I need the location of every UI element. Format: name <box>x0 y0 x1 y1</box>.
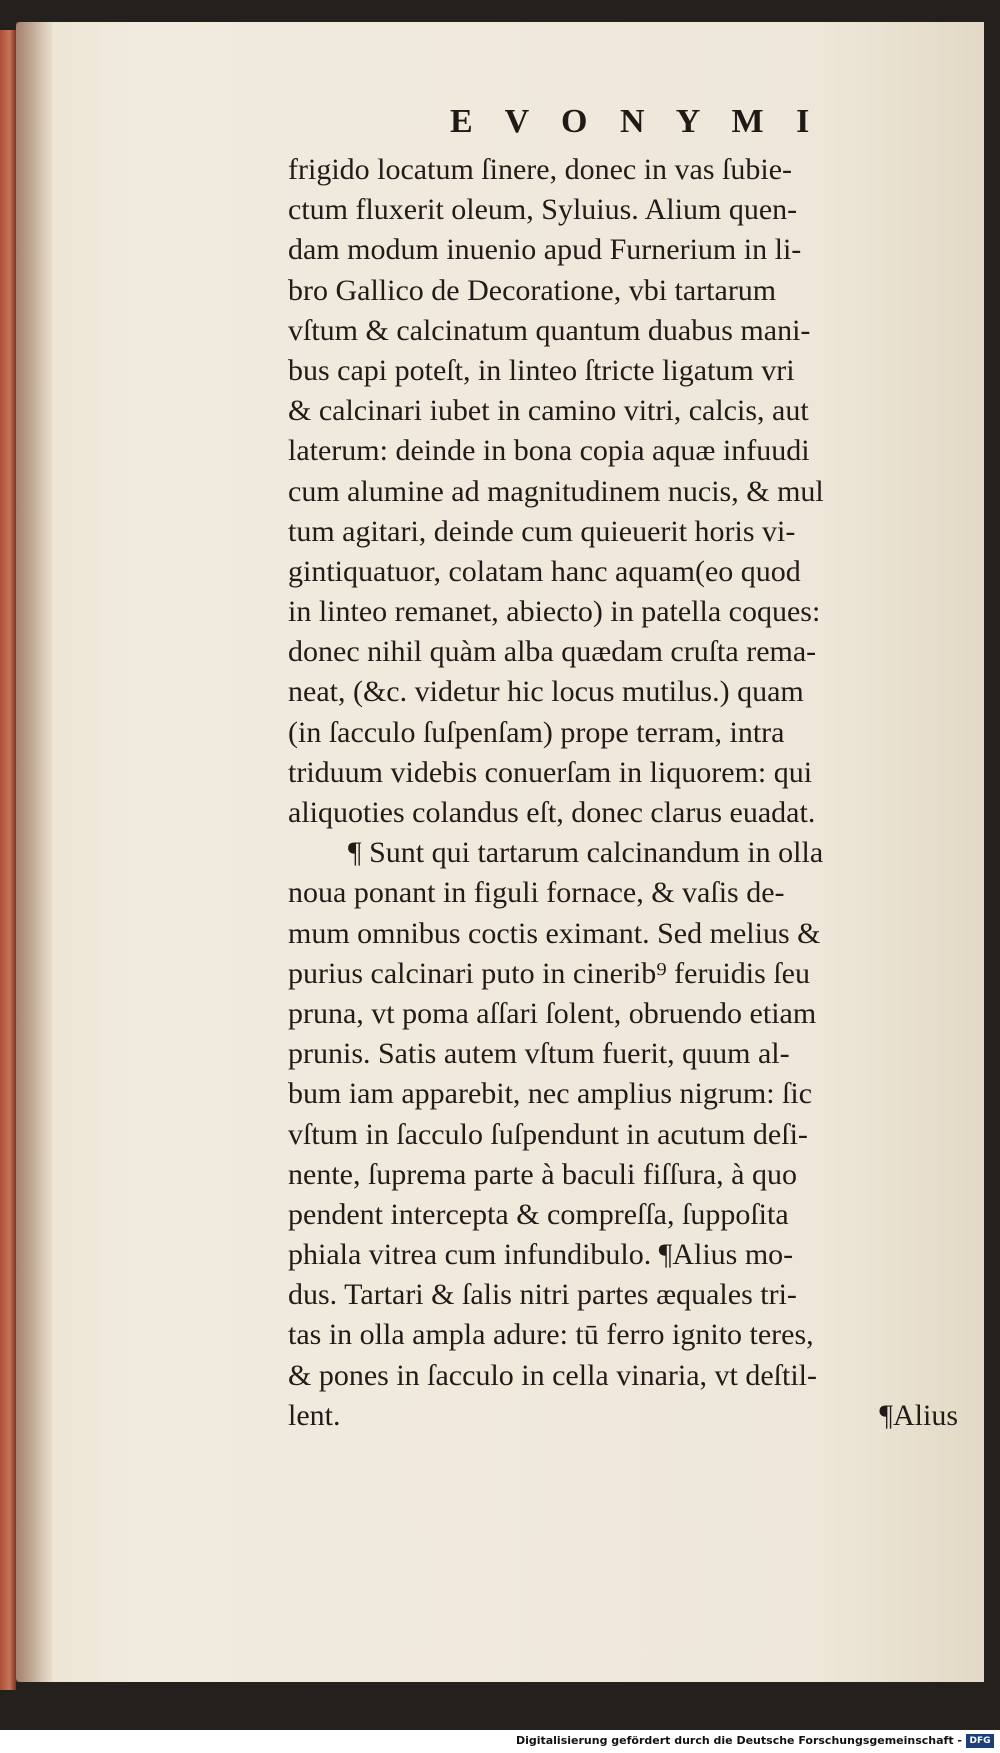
text-line: mum omnibus coctis eximant. Sed melius & <box>288 916 821 950</box>
text-line: nente, ſuprema parte à baculi fiſſura, à quo <box>288 1157 797 1191</box>
text-line: dam modum inuenio apud Furnerium in li- <box>288 233 802 267</box>
text-line: & calcinari iubet in camino vitri, calcis, aut <box>288 394 809 428</box>
text-line: cum alumine ad magnitudinem nucis, & mul <box>288 474 824 508</box>
page-gutter-shadow <box>16 22 52 1682</box>
digitization-footer <box>0 1730 1000 1753</box>
last-word: lent. <box>288 1398 341 1432</box>
paragraph-start-line: ¶ Sunt qui tartarum calcinandum in olla <box>348 836 824 870</box>
dfg-logo: DFG <box>966 1734 994 1748</box>
catchword: ¶Alius <box>879 1398 958 1432</box>
text-line: purius calcinari puto in cinerib⁹ feruidis ſeu <box>288 956 810 990</box>
body-text <box>288 150 958 1436</box>
text-line: noua ponant in figuli fornace, & vaſis de- <box>288 876 785 910</box>
text-line: (in ſacculo ſuſpenſam) prope terram, intra <box>288 715 785 749</box>
funding-credit: Digitalisierung gefördert durch die Deutsche Forschungsgemeinschaft - <box>515 1734 962 1747</box>
text-line: gintiquatuor, colatam hanc aquam(eo quod <box>288 554 801 588</box>
text-line: neat, (&c. videtur hic locus mutilus.) quam <box>288 675 804 709</box>
text-line: triduum videbis conuerſam in liquorem: qui <box>288 755 813 789</box>
text-line: aliquoties colandus eſt, donec clarus euadat. <box>288 796 816 829</box>
text-line: bum iam apparebit, nec amplius nigrum: ſic <box>288 1077 813 1111</box>
text-line: donec nihil quàm alba quædam cruſta rema- <box>288 635 817 669</box>
final-line <box>288 1396 958 1436</box>
text-line: ctum fluxerit oleum, Syluius. Alium quen- <box>288 193 798 227</box>
text-line: in linteo remanet, abiecto) in patella coques: <box>288 595 821 629</box>
text-line: pruna, vt poma aſſari ſolent, obruendo etiam <box>288 996 817 1030</box>
text-line: tum agitari, deinde cum quieuerit horis vi- <box>288 514 796 548</box>
text-line: & pones in ſacculo in cella vinaria, vt deſtil- <box>288 1358 817 1392</box>
text-line: bus capi poteſt, in linteo ſtricte ligatum vri <box>288 353 795 387</box>
text-line: phiala vitrea cum infundibulo. ¶Alius mo- <box>288 1238 794 1272</box>
text-line: prunis. Satis autem vſtum fuerit, quum al- <box>288 1037 790 1071</box>
text-line: vſtum & calcinatum quantum duabus mani- <box>288 313 811 347</box>
text-line: laterum: deinde in bona copia aquæ infuudi <box>288 434 810 468</box>
text-line: vſtum in ſacculo ſuſpendunt in acutum deſi- <box>288 1117 808 1151</box>
running-head: E V O N Y M I <box>450 103 822 140</box>
text-line: tas in olla ampla adure: tū ferro ignito teres, <box>288 1318 814 1352</box>
text-line: bro Gallico de Decoratione, vbi tartarum <box>288 273 777 307</box>
book-board-edge <box>0 30 16 1690</box>
text-line: frigido locatum ſinere, donec in vas ſubie- <box>288 153 793 186</box>
text-line: pendent intercepta & compreſſa, ſuppoſita <box>288 1197 789 1231</box>
text-line: dus. Tartari & ſalis nitri partes æquales tri- <box>288 1278 797 1312</box>
